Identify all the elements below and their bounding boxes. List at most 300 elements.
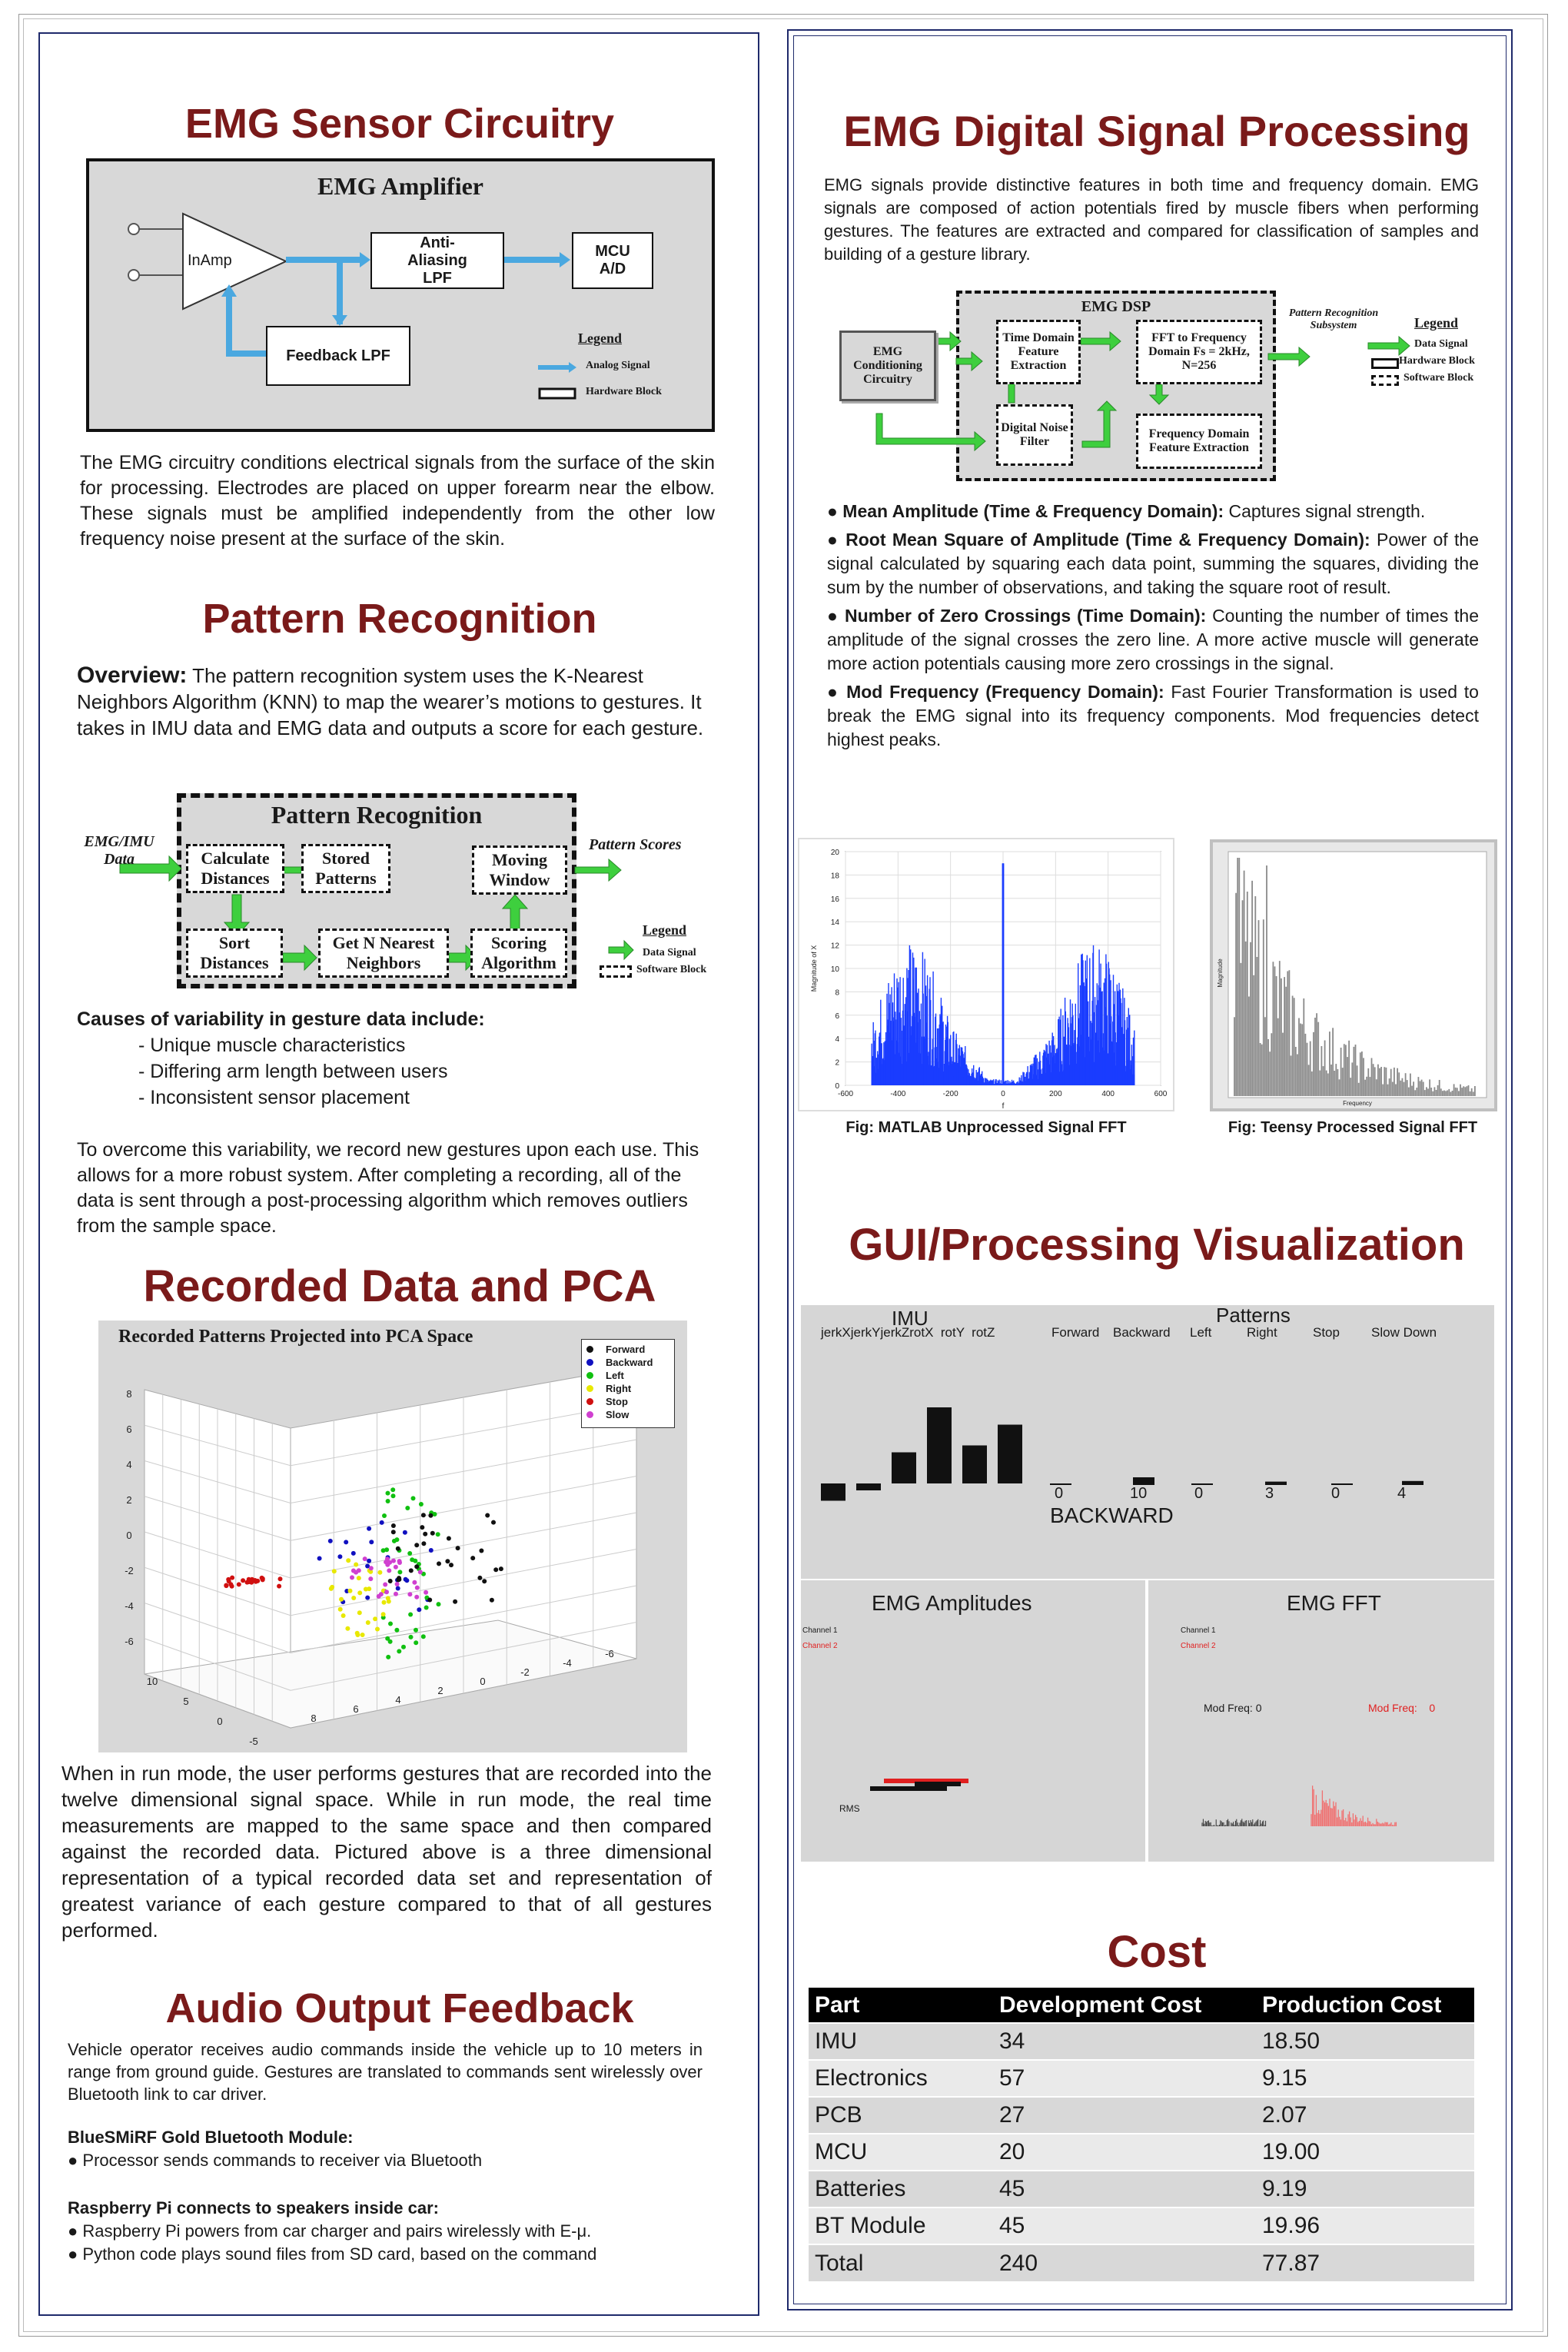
- pca-y-tick: 2: [126, 1494, 132, 1506]
- dsp-bullet-4: ● Mod Frequency (Frequency Domain): Fast Fourier Transformation is used to break the EMG signal into its frequency components. Mod frequencies detect highest peaks.: [827, 682, 1479, 749]
- time-feature-block: [996, 320, 1081, 384]
- fft1-y-label: Magnitude of X: [810, 945, 818, 992]
- pca-point-left: [437, 1602, 441, 1606]
- emg-circuitry-title: EMG Sensor Circuitry: [184, 101, 615, 147]
- pca-title: Recorded Data and PCA: [143, 1261, 656, 1311]
- pca-point-slow: [418, 1570, 423, 1574]
- pca-text: When in run mode, the user performs gestures that are recorded into the twelve dimensional signal space. While in run mode, the real time measurements are mapped to the same space and then compared against the recorded data. Pictured above is a three dimensional representation of a typical recorded data set and representation of greatest variance of each gesture compared to that of all gestures performed.: [61, 1762, 712, 1942]
- cost-cell-part: BT Module: [809, 2207, 993, 2244]
- pca-point-forward: [421, 1541, 426, 1546]
- cause-item-3: - Inconsistent sensor placement: [138, 1087, 410, 1108]
- amp-diagram-title: EMG Amplifier: [317, 172, 483, 200]
- pattern-legend-data: Data Signal: [643, 947, 696, 958]
- fft2-x-label: Frequency: [1343, 1100, 1372, 1107]
- pca-point-right: [341, 1613, 346, 1618]
- pca-point-forward: [437, 1561, 441, 1566]
- pca-point-backward: [367, 1559, 371, 1563]
- dsp-legend-sw: Software Block: [1404, 372, 1474, 384]
- pca-point-forward: [397, 1576, 401, 1580]
- dsp-bullet-3: ● Number of Zero Crossings (Time Domain): Counting the number of times the amplitude of the signal crosses the zero line. A more active muscle will generate more action potentials causing more zero crossings in the signal.: [827, 606, 1479, 673]
- pca-y-tick: -2: [125, 1565, 134, 1576]
- mcu-block: [572, 232, 653, 289]
- cost-table-row: [809, 2244, 1474, 2281]
- pca-z-tick: 8: [311, 1713, 317, 1724]
- pca-point-right: [373, 1616, 377, 1621]
- pca-point-backward: [369, 1540, 374, 1544]
- gui-pattern-score: 10: [1130, 1485, 1148, 1502]
- pca-point-right: [382, 1600, 387, 1605]
- pca-y-tick: -6: [125, 1636, 134, 1647]
- pca-point-left: [390, 1487, 395, 1492]
- pca-point-forward: [491, 1520, 496, 1525]
- pca-point-stop: [241, 1578, 245, 1583]
- pca-point-forward: [428, 1513, 433, 1518]
- fft2-y-label: Magnitude: [1217, 958, 1224, 988]
- dsp-diagram: [838, 287, 1499, 486]
- pca-point-slow: [369, 1566, 374, 1570]
- fft-label: FFT to Frequency Domain Fs = 2kHz, N=256: [1148, 331, 1250, 372]
- gui-pattern-name: Stop: [1313, 1325, 1340, 1340]
- fft1-y-tick: 0: [835, 1082, 839, 1091]
- cost-table: [809, 1988, 1474, 2281]
- cost-cell-dev: 20: [993, 2134, 1256, 2171]
- pca-point-right: [364, 1587, 368, 1592]
- pca-point-left: [391, 1493, 396, 1498]
- stored-patterns-label: Stored Patterns: [315, 849, 377, 888]
- pca-point-left: [384, 1547, 389, 1552]
- nearest-neighbors-block: [318, 929, 449, 978]
- gui-imu-channels: jerkXjerkYjerkZrotX rotY rotZ: [821, 1325, 995, 1340]
- gui-pattern-name: Forward: [1051, 1325, 1100, 1340]
- dsp-diagram-title: EMG DSP: [1081, 298, 1151, 315]
- pca-point-slow: [394, 1592, 398, 1596]
- calc-distances-label: Calculate Distances: [201, 849, 270, 888]
- pca-legend-item: [586, 1369, 624, 1382]
- pca-z-tick: 6: [353, 1703, 359, 1715]
- pca-point-slow: [394, 1565, 398, 1570]
- amp-legend-analog: Analog Signal: [586, 360, 650, 371]
- pca-point-right: [351, 1596, 356, 1600]
- mcu-label: MCU A/D: [595, 243, 630, 277]
- dsp-legend-hw-swatch: [1371, 358, 1399, 369]
- pca-point-forward: [456, 1546, 460, 1550]
- pca-point-backward: [367, 1526, 371, 1531]
- sort-distances-label: Sort Distances: [200, 933, 269, 972]
- pca-z-tick: -2: [520, 1666, 530, 1678]
- pca-point-forward: [391, 1523, 396, 1528]
- fft1-y-tick: 16: [830, 895, 839, 904]
- pca-point-slow: [407, 1592, 412, 1596]
- pca-point-right: [381, 1612, 386, 1616]
- pca-point-forward: [414, 1564, 419, 1569]
- bt-item-1: ● Processor sends commands to receiver via Bluetooth: [68, 2151, 483, 2170]
- gui-pattern-name: Right: [1247, 1325, 1277, 1340]
- aa-lpf-label: Anti-Aliasing LPF: [407, 234, 467, 287]
- dsp-legend-title: Legend: [1414, 315, 1459, 331]
- matlab-fft-figure: [798, 838, 1174, 1111]
- pca-point-slow: [385, 1556, 390, 1561]
- pca-point-stop: [230, 1576, 234, 1580]
- gui-imu-bar: [962, 1446, 987, 1484]
- pca-point-slow: [357, 1568, 361, 1573]
- cost-table-row: [809, 2060, 1474, 2097]
- cost-cell-dev: 45: [993, 2207, 1256, 2244]
- pca-point-right: [346, 1558, 350, 1563]
- sort-distances-block: [186, 929, 283, 978]
- causes-title: Causes of variability in gesture data include:: [77, 1008, 485, 1030]
- pca-z-tick: 2: [437, 1685, 443, 1696]
- conditioning-block: [839, 331, 936, 401]
- cost-cell-dev: 34: [993, 2023, 1256, 2060]
- gui-amp-title: EMG Amplitudes: [872, 1591, 1032, 1615]
- pca-legend-marker: [586, 1398, 593, 1405]
- amp-legend-hw: Hardware Block: [586, 386, 662, 397]
- pca-legend-label: Stop: [606, 1396, 628, 1407]
- pca-point-forward: [493, 1567, 498, 1572]
- nearest-neighbors-label: Get N Nearest Neighbors: [332, 933, 435, 972]
- pca-point-backward: [429, 1548, 434, 1553]
- pca-point-right: [332, 1569, 337, 1573]
- gui-imu-bar: [821, 1483, 845, 1501]
- pca-point-right: [348, 1589, 353, 1593]
- cause-item-1: - Unique muscle characteristics: [138, 1035, 406, 1056]
- pattern-overview: [77, 663, 715, 741]
- pca-point-forward: [485, 1513, 490, 1518]
- pca-point-backward: [403, 1530, 407, 1535]
- dsp-intro: EMG signals provide distinctive features in both time and frequency domain. EMG signals are composed of action potentials fired by muscle fibers when performing gestures. The features are extracted and compared for classification of samples and building of a gesture library.: [824, 175, 1479, 264]
- pca-point-left: [394, 1628, 399, 1633]
- pattern-recognition-title: Pattern Recognition: [202, 596, 597, 642]
- emg-amplifier-diagram: [86, 158, 715, 432]
- pca-point-forward: [499, 1566, 503, 1571]
- pca-chart-title: Recorded Patterns Projected into PCA Space: [118, 1327, 473, 1347]
- fft1-y-tick: 20: [830, 849, 839, 857]
- gui-pattern-name: Backward: [1113, 1325, 1171, 1340]
- pca-point-left: [419, 1502, 424, 1507]
- dsp-legend-data: Data Signal: [1414, 338, 1468, 350]
- dsp-bullet-1: ● Mean Amplitude (Time & Frequency Domain): Captures signal strength.: [827, 501, 1426, 521]
- pca-point-right: [329, 1586, 334, 1591]
- inamp-label: InAmp: [188, 252, 232, 269]
- conditioning-label: EMG Conditioning Circuitry: [853, 345, 922, 386]
- pca-point-right: [357, 1576, 361, 1580]
- pca-point-backward: [344, 1540, 348, 1544]
- pattern-input-label: EMG/IMU Data: [84, 833, 154, 868]
- fft1-x-tick: 600: [1154, 1090, 1168, 1098]
- gui-panel-amplitudes: [801, 1580, 1145, 1862]
- teensy-fft-plot: [1213, 842, 1494, 1108]
- pca-point-stop: [247, 1577, 251, 1582]
- pattern-legend-sw: Software Block: [636, 964, 707, 975]
- moving-window-label: Moving Window: [489, 850, 550, 889]
- pca-x-tick: 10: [146, 1676, 158, 1687]
- pca-y-tick: 0: [126, 1530, 132, 1541]
- pca-point-right: [355, 1633, 360, 1637]
- pca-point-left: [386, 1655, 390, 1659]
- pca-point-slow: [383, 1583, 387, 1587]
- pca-point-forward: [420, 1525, 424, 1530]
- gui-rms-trace: [869, 1769, 992, 1800]
- gui-patterns-label: Patterns: [1216, 1304, 1291, 1327]
- pca-point-forward: [414, 1543, 419, 1547]
- pca-point-backward: [317, 1556, 322, 1561]
- audio-title: Audio Output Feedback: [165, 1985, 634, 2031]
- cost-table-row: [809, 2134, 1474, 2171]
- dsp-legend-hw: Hardware Block: [1399, 355, 1475, 367]
- gui-amp-ch2: Channel 2: [802, 1642, 838, 1650]
- cost-table-header: [809, 1988, 1474, 2023]
- pca-legend-label: Backward: [606, 1357, 653, 1368]
- pca-y-tick: 6: [126, 1423, 132, 1435]
- gui-mod-freq-2: Mod Freq: 0: [1368, 1702, 1436, 1714]
- pca-point-backward: [417, 1607, 421, 1612]
- subsystem-label: Pattern Recognition Subsystem: [1288, 307, 1379, 331]
- pca-point-forward: [453, 1600, 457, 1604]
- rpi-item-2: ● Python code plays sound files from SD card, based on the command: [68, 2244, 597, 2264]
- pca-point-right: [386, 1596, 390, 1600]
- pca-point-left: [411, 1496, 416, 1500]
- pca-point-forward: [477, 1576, 482, 1580]
- gui-panel-fft: [1148, 1580, 1494, 1862]
- pca-y-tick: -4: [125, 1600, 134, 1612]
- stored-patterns-block: [301, 844, 390, 893]
- pca-point-right: [357, 1590, 362, 1595]
- cost-title: Cost: [1107, 1927, 1207, 1977]
- pca-point-left: [397, 1570, 402, 1574]
- gui-pattern-bar: [1133, 1477, 1154, 1485]
- pca-point-right: [366, 1620, 370, 1625]
- fft1-y-tick: 4: [835, 1035, 839, 1045]
- gui-pattern-score: 4: [1397, 1485, 1407, 1502]
- pca-point-stop: [261, 1577, 265, 1582]
- fft-block: [1136, 320, 1262, 384]
- gui-fft-trace: [1148, 1580, 1494, 1862]
- cost-table-row: [809, 2097, 1474, 2134]
- pca-point-backward: [404, 1577, 408, 1582]
- fft1-y-tick: 6: [835, 1012, 839, 1021]
- pca-point-slow: [414, 1595, 419, 1600]
- fft1-x-tick: 0: [1001, 1090, 1005, 1098]
- pca-point-left: [409, 1635, 414, 1639]
- pca-point-backward: [365, 1596, 370, 1600]
- matlab-fft-plot: [799, 839, 1176, 1113]
- pca-x-tick: -5: [249, 1736, 258, 1747]
- pca-point-backward: [328, 1539, 333, 1543]
- pca-point-forward: [388, 1579, 393, 1583]
- cost-cell-prod: 9.19: [1256, 2171, 1474, 2207]
- pca-point-right: [375, 1627, 380, 1632]
- pattern-legend-sw-swatch: [600, 965, 632, 978]
- dsp-legend-sw-swatch: [1371, 375, 1399, 386]
- fig1-caption: Fig: MATLAB Unprocessed Signal FFT: [845, 1119, 1127, 1136]
- pca-point-right: [338, 1607, 343, 1612]
- pattern-output-label: Pattern Scores: [589, 836, 682, 853]
- gui-fft-ch1: Channel 1: [1181, 1626, 1216, 1635]
- pca-point-left: [424, 1606, 429, 1610]
- pca-legend-item: [586, 1408, 629, 1421]
- calc-distances-block: [186, 844, 284, 893]
- cost-header-prod: Production Cost: [1262, 1992, 1442, 2018]
- bt-title: BlueSMiRF Gold Bluetooth Module:: [68, 2128, 354, 2147]
- gui-imu-label: IMU: [892, 1307, 929, 1330]
- pca-z-tick: -6: [605, 1648, 614, 1659]
- noise-filter-label: Digital Noise Filter: [1001, 421, 1068, 448]
- pca-point-left: [413, 1559, 417, 1563]
- cost-cell-prod: 2.07: [1256, 2097, 1474, 2134]
- gui-title: GUI/Processing Visualization: [849, 1220, 1465, 1270]
- cost-cell-dev: 57: [993, 2060, 1256, 2097]
- cost-table-row: [809, 2207, 1474, 2244]
- pca-y-tick: 4: [126, 1459, 132, 1470]
- pca-point-left: [414, 1628, 418, 1633]
- gui-rms-label: RMS: [839, 1803, 860, 1814]
- scoring-block: [470, 929, 567, 978]
- cost-cell-prod: 9.15: [1256, 2060, 1474, 2097]
- pca-point-right: [354, 1563, 358, 1567]
- pca-point-forward: [423, 1532, 427, 1536]
- pca-point-left: [436, 1532, 440, 1536]
- pca-point-left: [414, 1640, 418, 1645]
- pca-x-tick: 5: [183, 1696, 189, 1707]
- cost-cell-prod: 19.00: [1256, 2134, 1474, 2171]
- emg-circuitry-text: The EMG circuitry conditions electrical signals from the surface of the skin for processing. Electrodes are placed on upper forearm near the elbow. These signals must be amplified independently from the other low frequency noise present at the surface of the skin.: [80, 452, 715, 550]
- pca-point-forward: [409, 1568, 414, 1573]
- fft1-x-tick: 200: [1048, 1090, 1062, 1098]
- pca-point-stop: [253, 1578, 257, 1583]
- pca-legend-marker: [586, 1411, 593, 1418]
- pca-point-slow: [350, 1575, 354, 1580]
- pca-point-stop: [278, 1576, 283, 1581]
- pca-point-backward: [380, 1520, 384, 1525]
- pca-point-slow: [387, 1568, 391, 1573]
- cost-cell-dev: 27: [993, 2097, 1256, 2134]
- feedback-lpf-label: Feedback LPF: [286, 347, 390, 364]
- pca-point-slow: [363, 1556, 367, 1561]
- pca-point-right: [345, 1626, 350, 1631]
- gui-imu-bar: [892, 1453, 916, 1484]
- pca-point-right: [377, 1570, 382, 1575]
- pca-legend-marker: [586, 1372, 593, 1379]
- amp-legend-title: Legend: [578, 331, 623, 346]
- gui-fft-ch2: Channel 2: [1181, 1642, 1216, 1650]
- fft1-y-tick: 8: [835, 988, 839, 998]
- pca-point-slow: [351, 1569, 356, 1573]
- pca-point-backward: [337, 1554, 342, 1559]
- pca-point-left: [421, 1634, 426, 1639]
- overview-label: Overview:: [77, 663, 188, 688]
- pca-point-left: [388, 1639, 393, 1644]
- pca-x-tick: 0: [217, 1716, 223, 1727]
- fft1-y-tick: 14: [830, 919, 839, 928]
- pattern-legend-title: Legend: [643, 922, 687, 938]
- pca-point-right: [360, 1633, 365, 1637]
- pca-point-forward: [449, 1563, 453, 1567]
- pca-point-left: [405, 1506, 410, 1510]
- pattern-diagram: [74, 790, 719, 998]
- pca-legend-item: [586, 1395, 628, 1408]
- pca-z-tick: -4: [563, 1657, 572, 1669]
- pca-point-backward: [396, 1586, 400, 1591]
- pca-point-slow: [397, 1559, 402, 1563]
- pca-point-left: [386, 1499, 390, 1503]
- pca-legend-marker: [586, 1359, 593, 1366]
- fft1-x-label: f: [1002, 1102, 1005, 1111]
- gui-pattern-score: 3: [1265, 1485, 1274, 1502]
- pca-point-slow: [384, 1590, 389, 1594]
- cost-cell-part: Batteries: [809, 2171, 993, 2207]
- cost-cell-dev: 45: [993, 2171, 1256, 2207]
- audio-intro: Vehicle operator receives audio commands inside the vehicle up to 10 meters in range from ground guide. Gestures are translated to commands sent wirelessly over Bluetooth link to car driver.: [68, 2040, 703, 2104]
- pca-legend-label: Right: [606, 1383, 632, 1394]
- pca-legend-label: Forward: [606, 1344, 646, 1355]
- pca-point-forward: [396, 1546, 400, 1551]
- pca-point-left: [386, 1491, 390, 1496]
- pca-point-right: [357, 1610, 362, 1615]
- pca-point-left: [407, 1551, 412, 1556]
- moving-window-block: [472, 845, 567, 895]
- freq-feature-label: Frequency Domain Feature Extraction: [1148, 427, 1250, 454]
- pca-point-slow: [395, 1582, 400, 1586]
- dsp-bullet-2: ● Root Mean Square of Amplitude (Time & Frequency Domain): Power of the signal calculated by squaring each data point, summing the squares, dividing the sum by the number of observations, and taking the square root of result.: [827, 530, 1479, 597]
- pca-legend-item: [586, 1356, 653, 1369]
- pca-point-slow: [412, 1580, 417, 1585]
- teensy-fft-figure: [1210, 839, 1497, 1111]
- pca-point-slow: [377, 1594, 381, 1599]
- pca-point-left: [392, 1539, 397, 1543]
- noise-filter-block: [996, 404, 1073, 466]
- pca-point-forward: [421, 1513, 426, 1517]
- cost-cell-prod: 77.87: [1256, 2244, 1474, 2281]
- cost-cell-dev: 240: [993, 2244, 1256, 2281]
- fft1-x-tick: 400: [1101, 1090, 1115, 1098]
- cost-header-dev: Development Cost: [999, 1992, 1202, 2018]
- pca-point-forward: [445, 1559, 450, 1563]
- gui-imu-bar: [998, 1425, 1022, 1484]
- pca-point-slow: [415, 1586, 420, 1590]
- pca-point-left: [382, 1513, 387, 1518]
- pca-point-left: [408, 1613, 413, 1617]
- pca-legend-label: Slow: [606, 1409, 630, 1420]
- rpi-item-1: ● Raspberry Pi powers from car charger and pairs wirelessly with E-μ.: [68, 2221, 592, 2241]
- pca-point-stop: [277, 1584, 281, 1589]
- fft1-x-tick: -400: [890, 1090, 906, 1098]
- pca-point-slow: [368, 1576, 373, 1581]
- dsp-bullets: [827, 500, 1479, 752]
- dsp-title: EMG Digital Signal Processing: [843, 107, 1470, 155]
- pattern-diagram-title: Pattern Recognition: [271, 801, 483, 829]
- freq-feature-block: [1136, 414, 1262, 469]
- pca-point-forward: [490, 1598, 494, 1603]
- pca-legend-marker: [586, 1385, 593, 1392]
- cost-cell-part: Total: [809, 2244, 993, 2281]
- overcome-text: To overcome this variability, we record new gestures upon each use. This allows for a more robust system. After completing a recording, all of the data is sent through a post-processing algorithm which removes outliers from the sample space.: [77, 1139, 699, 1237]
- gui-imu-bar: [856, 1483, 881, 1490]
- pca-point-stop: [228, 1582, 233, 1586]
- fft1-y-tick: 2: [835, 1058, 839, 1068]
- cost-cell-prod: 19.96: [1256, 2207, 1474, 2244]
- pca-point-forward: [470, 1556, 475, 1560]
- fft1-x-tick: -200: [942, 1090, 958, 1098]
- fft1-y-tick: 10: [830, 965, 839, 974]
- pca-y-tick: 8: [126, 1388, 132, 1400]
- gui-panel-top: [801, 1305, 1494, 1579]
- pca-point-slow: [424, 1590, 428, 1595]
- pca-point-stop: [237, 1582, 241, 1586]
- pca-point-left: [388, 1622, 393, 1626]
- cost-cell-part: PCB: [809, 2097, 993, 2134]
- cost-table-row: [809, 2023, 1474, 2060]
- fig2-caption: Fig: Teensy Processed Signal FFT: [1227, 1119, 1478, 1136]
